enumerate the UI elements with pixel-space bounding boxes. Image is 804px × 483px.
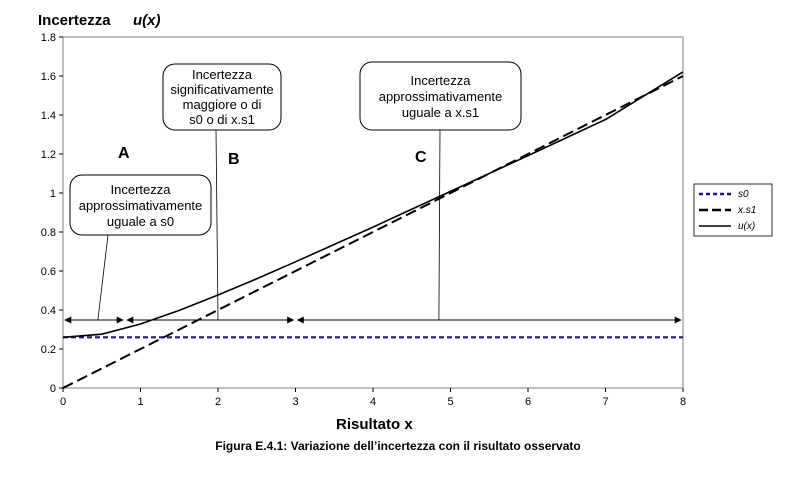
y-tick-label: 1.6 — [40, 71, 56, 83]
x-tick-label: 2 — [214, 396, 222, 408]
y-tick-label: 0.8 — [40, 227, 56, 239]
y-tick-label: 1.2 — [40, 149, 56, 161]
y-axis-symbol: u(x) — [133, 12, 161, 29]
callout-text-line: Incertezza — [192, 67, 252, 82]
y-tick-label: 0 — [49, 383, 56, 395]
callout-text-line: approssimativamente — [378, 89, 503, 104]
y-tick-label: 1.8 — [40, 32, 56, 44]
callout-text-line: uguale a s0 — [106, 214, 175, 229]
callout-pointer — [439, 130, 440, 320]
y-tick-label: 1 — [49, 188, 56, 200]
region-label-c: C — [415, 149, 427, 166]
callout-text-line: maggiore o di — [182, 97, 262, 112]
x-tick-label: 4 — [369, 396, 377, 408]
x-tick-label: 6 — [524, 396, 532, 408]
x-tick-label: 8 — [679, 396, 687, 408]
callout-pointer — [98, 235, 108, 320]
legend-label-xs1: x.s1 — [738, 205, 757, 216]
x-tick-label: 1 — [137, 396, 144, 408]
callout-text-line: significativamente — [170, 82, 274, 97]
x-tick-label: 3 — [292, 396, 299, 408]
legend — [694, 184, 772, 236]
y-tick-label: 0.6 — [40, 266, 56, 278]
x-tick-label: 5 — [447, 396, 454, 408]
region-label-a: A — [118, 145, 130, 162]
figure-caption: Figura E.4.1: Variazione dell’incertezza con il risultato osservato — [215, 439, 581, 453]
y-axis-title: Incertezza — [38, 12, 111, 29]
y-tick-label: 0.2 — [40, 344, 56, 356]
y-tick-label: 0.4 — [40, 305, 56, 317]
y-tick-label: 1.4 — [40, 110, 56, 122]
callout-text-line: Incertezza — [110, 182, 171, 197]
callout-text-line: approssimativamente — [78, 198, 203, 213]
callout-text-line: s0 o di x.s1 — [189, 112, 255, 127]
callout-text-line: Incertezza — [410, 73, 471, 88]
legend-label-ux: u(x) — [738, 221, 756, 232]
x-tick-label: 7 — [602, 396, 609, 408]
region-label-b: B — [228, 151, 240, 168]
x-axis-title: Risultato x — [336, 416, 413, 433]
legend-label-s0: s0 — [738, 189, 749, 200]
callout-pointer — [216, 130, 218, 320]
callout-text-line: uguale a x.s1 — [401, 105, 480, 120]
x-tick-label: 0 — [59, 396, 67, 408]
